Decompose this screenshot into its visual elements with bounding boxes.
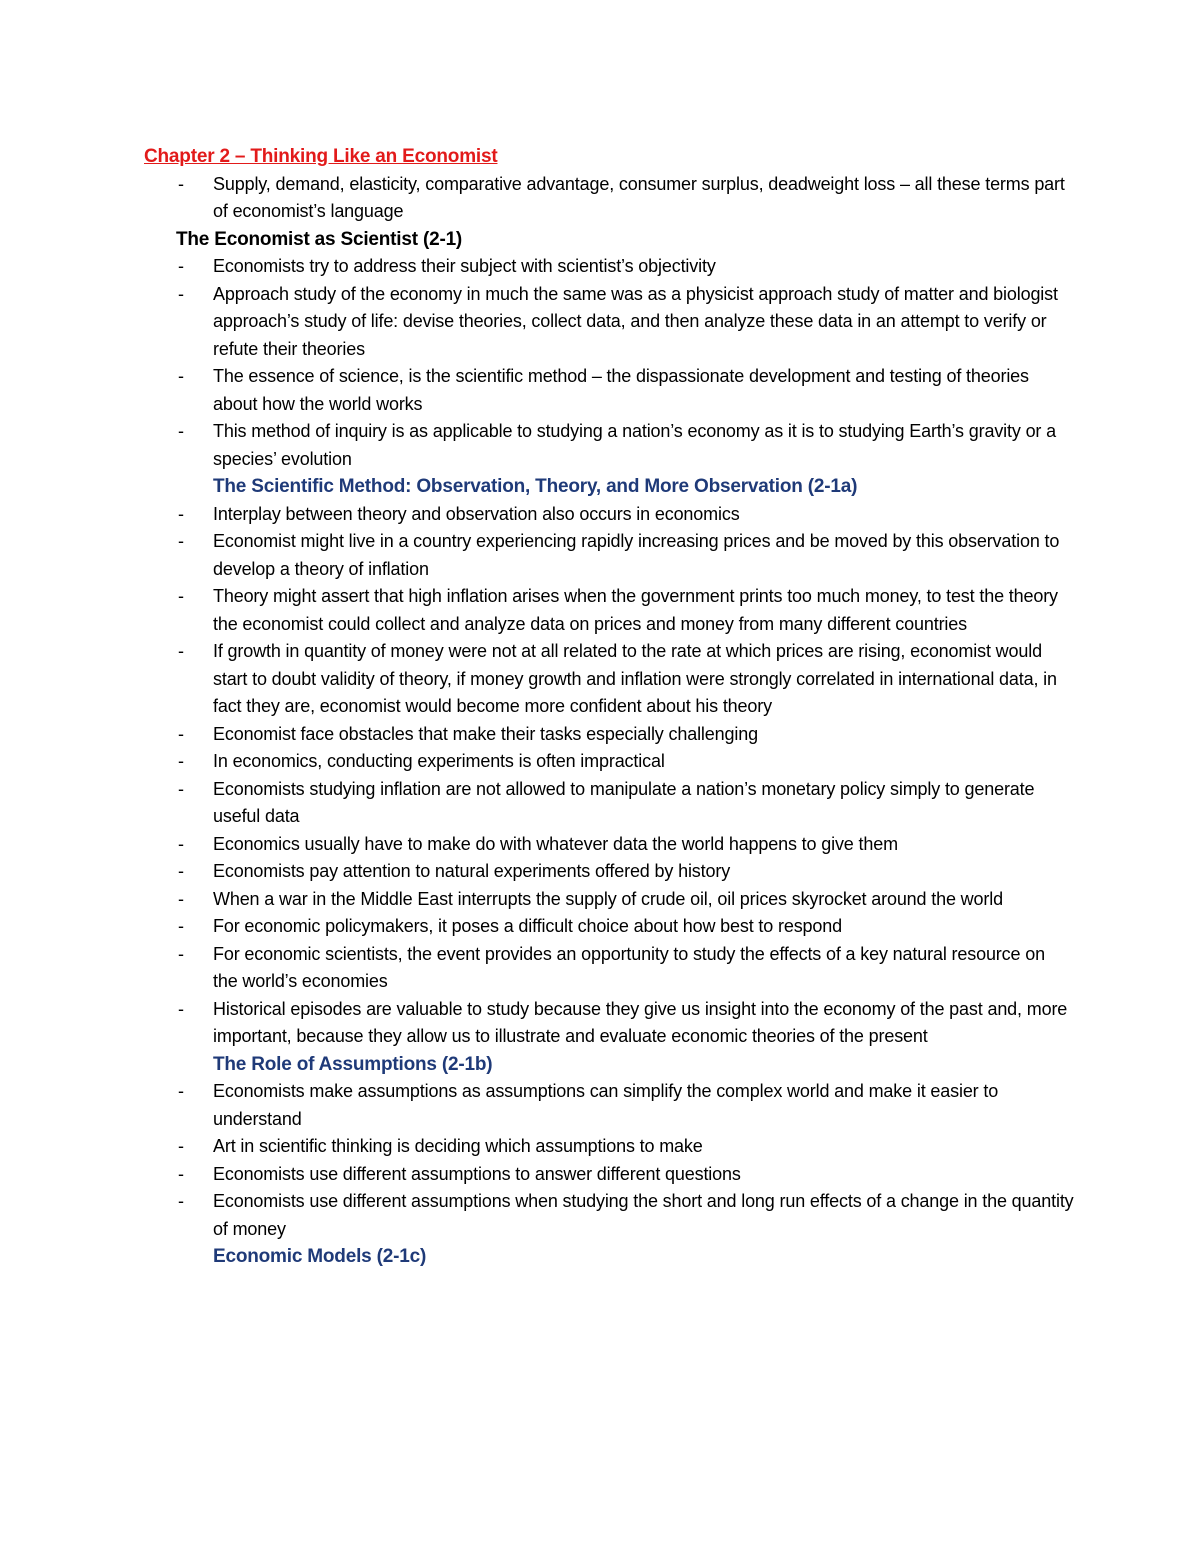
bullet-text: The essence of science, is the scientific method – the dispassionate development and testing of theories about how the world works (213, 366, 1029, 414)
bullet-item (144, 1161, 1074, 1189)
bullet-dash: - (178, 998, 184, 1019)
bullet-item (144, 886, 1074, 914)
bullet-text: Economics usually have to make do with whatever data the world happens to give them (213, 833, 898, 854)
bullet-dash: - (178, 366, 184, 386)
bullet-dash: - (178, 256, 184, 276)
bullet-text: Economists studying inflation are not allowed to manipulate a nation’s monetary policy simply to generate useful data (213, 778, 1035, 826)
bullet-text: Interplay between theory and observation also occurs in economics (213, 503, 740, 524)
bullet-text: If growth in quantity of money were not at all related to the rate at which prices are rising, economist would start to doubt validity of theory, if money growth and inflation were strongly correlated in international data, in fact they are, economist would become more confident about his theory (213, 641, 1057, 716)
bullet-dash: - (178, 751, 184, 771)
bullet-item (144, 418, 1074, 473)
bullet-item (144, 638, 1074, 721)
bullet-item (144, 363, 1074, 418)
bullet-item (144, 913, 1074, 941)
bullet-item (144, 1133, 1074, 1161)
bullet-item (144, 831, 1074, 859)
bullet-dash: - (178, 421, 184, 441)
bullet-dash: - (178, 861, 184, 881)
bullet-item (144, 721, 1074, 749)
bullet-dash: - (178, 283, 184, 304)
bullet-text: Economists try to address their subject with scientist’s objectivity (213, 256, 716, 276)
bullet-dash: - (178, 943, 184, 964)
bullet-item (144, 996, 1074, 1051)
bullet-item (144, 776, 1074, 831)
bullet-item (144, 748, 1074, 776)
bullet-text: For economic policymakers, it poses a difficult choice about how best to respond (213, 916, 842, 936)
bullet-dash: - (178, 503, 184, 524)
bullet-text: Art in scientific thinking is deciding which assumptions to make (213, 1136, 703, 1156)
bullet-item (144, 253, 1074, 281)
bullet-item (144, 281, 1074, 364)
bullet-text: Approach study of the economy in much the same was as a physicist approach study of matter and biologist approach’s study of life: devise theories, collect data, and then analyze these data in an attempt to verify or refute their theories (213, 283, 1058, 359)
bullet-item (144, 1188, 1074, 1243)
intro-bullet-list (144, 171, 1074, 226)
bullet-dash: - (178, 586, 184, 606)
section-heading-scientist: The Economist as Scientist (2-1) (176, 228, 463, 250)
bullet-text: Theory might assert that high inflation arises when the government prints too much money, to test the theory the economist could collect and analyze data on prices and money from many different countries (213, 586, 1058, 634)
bullet-text: Historical episodes are valuable to study because they give us insight into the economy of the past and, more important, because they allow us to illustrate and evaluate economic theories of the present (213, 998, 1068, 1046)
chapter-title: Chapter 2 – Thinking Like an Economist (144, 146, 498, 167)
bullet-item (144, 583, 1074, 638)
bullet-dash: - (178, 1136, 184, 1156)
assumptions-bullet-list (144, 1078, 1074, 1243)
bullet-dash: - (178, 916, 184, 936)
scientist-bullet-list (144, 253, 1074, 473)
bullet-dash: - (178, 173, 184, 194)
bullet-dash: - (178, 723, 184, 744)
bullet-item (144, 171, 1074, 226)
bullet-dash: - (178, 778, 184, 799)
bullet-text: Economist face obstacles that make their tasks especially challenging (213, 723, 758, 744)
bullet-text: Economists use different assumptions when studying the short and long run effects of a change in the quantity of money (213, 1191, 1074, 1239)
document-body (144, 143, 1074, 1271)
bullet-dash: - (178, 641, 184, 661)
bullet-text: When a war in the Middle East interrupts the supply of crude oil, oil prices skyrocket around the world (213, 888, 1003, 909)
bullet-dash: - (178, 531, 184, 551)
subsection-heading-economic-models: Economic Models (2-1c) (213, 1246, 427, 1267)
bullet-item (144, 858, 1074, 886)
method-bullet-list (144, 501, 1074, 1051)
bullet-item (144, 528, 1074, 583)
bullet-text: Economists use different assumptions to answer different questions (213, 1163, 741, 1184)
bullet-text: This method of inquiry is as applicable to studying a nation’s economy as it is to studying Earth’s gravity or a species’ evolution (213, 421, 1056, 469)
bullet-dash: - (178, 833, 184, 854)
bullet-text: For economic scientists, the event provides an opportunity to study the effects of a key natural resource on the world’s economies (213, 943, 1045, 991)
bullet-dash: - (178, 1191, 184, 1211)
bullet-item (144, 501, 1074, 529)
bullet-text: Economists pay attention to natural experiments offered by history (213, 861, 731, 881)
bullet-dash: - (178, 888, 184, 909)
bullet-text: Supply, demand, elasticity, comparative advantage, consumer surplus, deadweight loss – all these terms part of economist’s language (213, 173, 1065, 221)
bullet-dash: - (178, 1081, 184, 1101)
bullet-item (144, 941, 1074, 996)
subsection-heading-assumptions: The Role of Assumptions (2-1b) (213, 1053, 493, 1075)
bullet-text: Economist might live in a country experiencing rapidly increasing prices and be moved by this observation to develop a theory of inflation (213, 531, 1060, 579)
subsection-heading-scientific-method: The Scientific Method: Observation, Theory, and More Observation (2-1a) (213, 476, 858, 497)
bullet-dash: - (178, 1163, 184, 1184)
bullet-text: Economists make assumptions as assumptions can simplify the complex world and make it easier to understand (213, 1081, 999, 1129)
bullet-text: In economics, conducting experiments is often impractical (213, 751, 665, 771)
bullet-item (144, 1078, 1074, 1133)
